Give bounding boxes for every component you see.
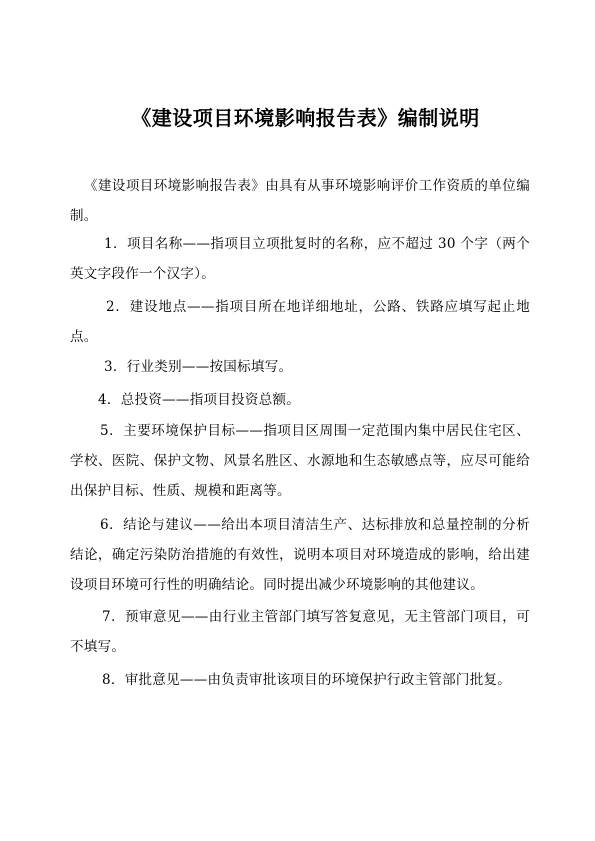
item-industry-category: 3．行业类别——按国标填写。: [104, 359, 293, 375]
item-conclusions: 6．结论与建议——给出本项目清洁生产、达标排放和总量控制的分析结论，确定污染防治措施的有效性，说明本项目对环境造成的影响，给出建设项目环境可行性的明确结论。同时提出减少环境影响的其他建议。: [70, 517, 530, 593]
intro-paragraph: 《建设项目环境影响报告表》由具有从事环境影响评价工作资质的单位编制。: [70, 178, 530, 224]
page-title: 《建设项目环境影响报告表》编制说明: [131, 106, 480, 130]
item-project-name: 1．项目名称——指项目立项批复时的名称，应不超过 30 个字（两个英文字段作一个汉字）。: [70, 236, 530, 282]
item-construction-site: 2．建设地点——指项目所在地详细地址，公路、铁路应填写起止地点。: [70, 299, 530, 345]
item-protection-targets: 5．主要环境保护目标——指项目区周围一定范围内集中居民住宅区、学校、医院、保护文物、风景名胜区、水源地和生态敏感点等，应尽可能给出保护目标、性质、规模和距离等。: [70, 423, 530, 499]
item-approval: 8．审批意见——由负责审批该项目的环境保护行政主管部门批复。: [102, 672, 512, 688]
item-total-investment: 4．总投资——指项目投资总额。: [98, 392, 301, 408]
item-preliminary-review: 7．预审意见——由行业主管部门填写答复意见，无主管部门项目，可不填写。: [70, 609, 530, 655]
